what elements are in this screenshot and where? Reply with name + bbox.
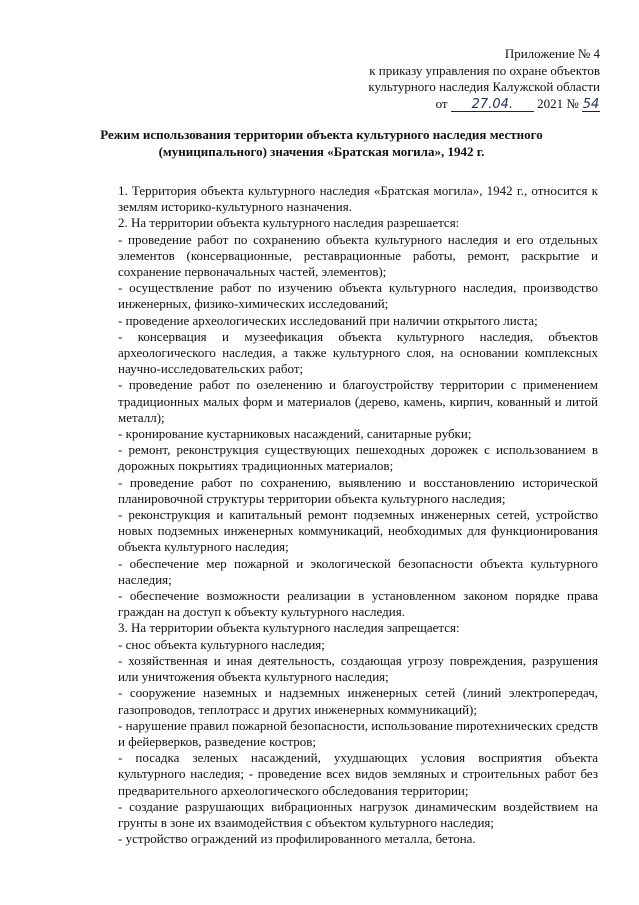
paragraph: - реконструкция и капитальный ремонт подземных инженерных сетей, устройство новых подземных инженерных коммуникаций, необходимых для функционирования объекта культурного наследия; [118, 507, 598, 555]
paragraph: - осуществление работ по изучению объекта культурного наследия, производство инженерных, физико-химических исследований; [118, 280, 598, 312]
paragraph: - посадка зеленых насаждений, ухудшающих условия восприятия объекта культурного наследия; - проведение всех видов земляных и строительных работ без предварительного археологического обследования территории; [118, 750, 598, 798]
paragraph: - снос объекта культурного наследия; [118, 636, 325, 652]
appendix-number: Приложение № 4 [504, 46, 600, 61]
paragraph: 2. На территории объекта культурного наследия разрешается: [118, 215, 460, 231]
paragraph: - проведение работ по озеленению и благоустройству территории с применением традиционных малых форм и материалов (дерево, камень, кирпич, кованный и литой металл); [118, 377, 598, 425]
document-body [118, 183, 598, 847]
paragraph: 1. Территория объекта культурного наследия «Братская могила», 1942 г., относится к землям историко-культурного назначения. [118, 183, 598, 215]
paragraph: - устройство ограждений из профилированного металла, бетона. [118, 831, 476, 847]
handwritten-order-number: 54 [582, 96, 600, 112]
paragraph: - проведение работ по сохранению, выявлению и восстановлению исторической планировочной структуры территории объекта культурного наследия; [118, 474, 598, 506]
document-title [60, 127, 583, 160]
paragraph: - консервация и музеефикация объекта культурного наследия, объектов археологического наследия, а также культурного слоя, на основании комплексных научно-исследовательских работ; [118, 328, 598, 377]
paragraph: - обеспечение возможности реализации в установленном законом порядке права граждан на доступ к объекту культурного наследия. [118, 588, 598, 620]
date-prefix: от [435, 95, 448, 111]
paragraph: - обеспечение мер пожарной и экологической безопасности объекта культурного наследия; [118, 555, 598, 587]
paragraph: 3. На территории объекта культурного наследия запрещается: [118, 620, 460, 636]
appendix-header [368, 46, 600, 112]
paragraph: - проведение работ по сохранению объекта культурного наследия и его отдельных элементов (консервационные, реставрационные работы, ремонт, раскрытие и сохранение первоначальных частей, элементов); [118, 231, 598, 280]
order-date-line [368, 96, 600, 113]
paragraph: - создание разрушающих вибрационных нагрузок динамическим воздействием на грунты в зоне их взаимодействия с объектом культурного наследия; [118, 798, 598, 830]
paragraph: - хозяйственная и иная деятельность, создающая угрозу повреждения, разрушения или уничтожения объекта культурного наследия; [118, 652, 598, 685]
handwritten-date: 27.04. [451, 98, 534, 112]
paragraph: - сооружение наземных и надземных инженерных сетей (линий электропередач, газопроводов, теплотрасс и других инженерных коммуникаций); [118, 685, 598, 717]
order-reference: к приказу управления по охране объектов [369, 62, 600, 78]
paragraph: - кронирование кустарниковых насаждений, санитарные рубки; [118, 426, 472, 442]
title-line-1: Режим использования территории объекта культурного наследия местного [100, 127, 543, 142]
paragraph: - ремонт, реконструкция существующих пешеходных дорожек с использованием в дорожных покрытиях традиционных материалов; [118, 442, 598, 474]
order-authority: культурного наследия Калужской области [368, 79, 600, 94]
order-year: 2021 № [537, 95, 579, 111]
paragraph: - нарушение правил пожарной безопасности, использование пиротехнических средств и фейерверков, разведение костров; [118, 717, 598, 749]
title-line-2: (муниципального) значения «Братская могила», 1942 г. [158, 143, 485, 159]
paragraph: - проведение археологических исследований при наличии открытого листа; [118, 312, 538, 328]
